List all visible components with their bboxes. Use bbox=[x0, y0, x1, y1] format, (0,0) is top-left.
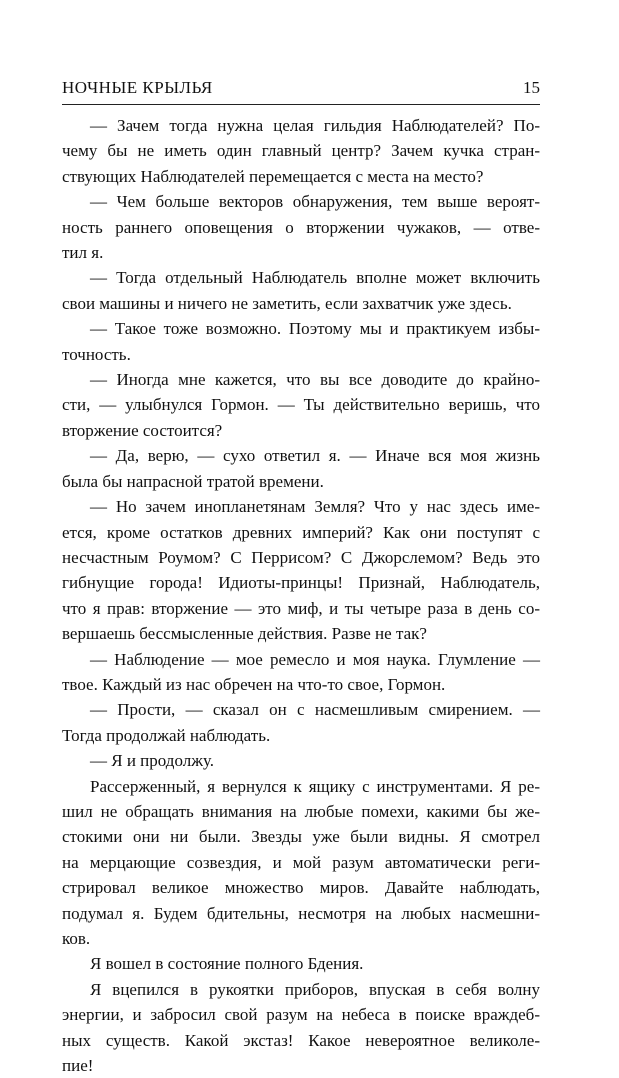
text-line: вторжение состоится? bbox=[62, 420, 223, 440]
text-line: ется, кроме остатков древних империй? Как они поступят с bbox=[62, 522, 540, 542]
body-text bbox=[62, 113, 540, 1078]
text-line: гибнущие города! Идиоты-принцы! Признай, Наблюдатель, bbox=[62, 573, 540, 593]
paragraph bbox=[62, 113, 540, 189]
text-line: ков. bbox=[62, 929, 91, 948]
paragraph bbox=[62, 647, 540, 698]
text-line: подумал я. Будем бдительны, несмотря на любых насмешни- bbox=[62, 903, 540, 923]
header-divider bbox=[62, 104, 540, 105]
text-line: чему бы не иметь один главный центр? Зачем кучка стран- bbox=[62, 141, 540, 161]
text-line: — Зачем тогда нужна целая гильдия Наблюдателей? По- bbox=[90, 116, 540, 135]
running-header bbox=[62, 76, 540, 104]
paragraph bbox=[62, 265, 540, 316]
paragraph bbox=[62, 977, 540, 1078]
text-line: — Иногда мне кажется, что вы все доводите до крайно- bbox=[90, 370, 540, 390]
paragraph bbox=[62, 697, 540, 748]
text-line: — Но зачем инопланетянам Земля? Что у нас здесь име- bbox=[90, 497, 540, 517]
paragraph bbox=[62, 189, 540, 265]
text-line: — Прости, — сказал он с насмешливым смирением. — bbox=[90, 700, 540, 720]
book-title: НОЧНЫЕ КРЫЛЬЯ bbox=[62, 78, 213, 97]
paragraph bbox=[62, 367, 540, 443]
text-line: — Тогда отдельный Наблюдатель вполне может включить bbox=[90, 268, 540, 288]
text-line: вершаешь бессмысленные действия. Разве не так? bbox=[62, 624, 427, 644]
text-line: тил я. bbox=[62, 243, 104, 263]
text-line: свои машины и ничего не заметить, если захватчик уже здесь. bbox=[62, 293, 512, 313]
paragraph bbox=[62, 494, 540, 646]
text-line: — Да, верю, — сухо ответил я. — Иначе вся моя жизнь bbox=[90, 446, 540, 466]
page-number: 15 bbox=[523, 78, 540, 97]
text-line: несчастным Роумом? С Перрисом? С Джорслемом? Ведь это bbox=[62, 547, 540, 567]
text-line: энергии, и забросил свой разум на небеса в поиске враждеб- bbox=[62, 1005, 540, 1025]
text-line: Тогда продолжай наблюдать. bbox=[62, 725, 271, 745]
paragraph bbox=[62, 774, 540, 952]
text-line: Рассерженный, я вернулся к ящику с инструментами. Я ре- bbox=[90, 776, 540, 796]
text-line: — Наблюдение — мое ремесло и моя наука. Глумление — bbox=[90, 649, 540, 669]
text-line: — Чем больше векторов обнаружения, тем выше вероят- bbox=[90, 192, 540, 212]
text-line: стокими они ни были. Звезды уже были видны. Я смотрел bbox=[62, 827, 540, 847]
text-line: стрировал великое множество миров. Давайте наблюдать, bbox=[62, 878, 540, 898]
paragraph bbox=[62, 443, 540, 494]
text-line: была бы напрасной тратой времени. bbox=[62, 471, 324, 491]
text-line: — Такое тоже возможно. Поэтому мы и практикуем избы- bbox=[90, 319, 540, 339]
text-line: точность. bbox=[62, 344, 131, 364]
text-line: пие! bbox=[62, 1056, 94, 1076]
text-line: твое. Каждый из нас обречен на что-то свое, Гормон. bbox=[62, 674, 446, 694]
text-line: Я вошел в состояние полного Бдения. bbox=[90, 954, 364, 974]
text-line: ствующих Наблюдателей перемещается с места на место? bbox=[62, 166, 484, 186]
paragraph bbox=[62, 748, 540, 773]
text-line: на мерцающие созвездия, и мой разум автоматически реги- bbox=[62, 852, 540, 872]
paragraph bbox=[62, 951, 540, 976]
text-line: ность раннего оповещения о вторжении чужаков, — отве- bbox=[62, 217, 540, 237]
text-line: — Я и продолжу. bbox=[90, 751, 214, 771]
text-line: шил не обращать внимания на любые помехи, какими бы же- bbox=[62, 801, 540, 821]
text-line: что я прав: вторжение — это миф, и ты четыре раза в день со- bbox=[62, 598, 540, 618]
text-line: Я вцепился в рукоятки приборов, впуская в себя волну bbox=[90, 979, 540, 999]
text-line: сти, — улыбнулся Гормон. — Ты действительно веришь, что bbox=[62, 395, 540, 415]
paragraph bbox=[62, 316, 540, 367]
text-line: ных существ. Какой экстаз! Какое невероятное великоле- bbox=[62, 1030, 540, 1050]
